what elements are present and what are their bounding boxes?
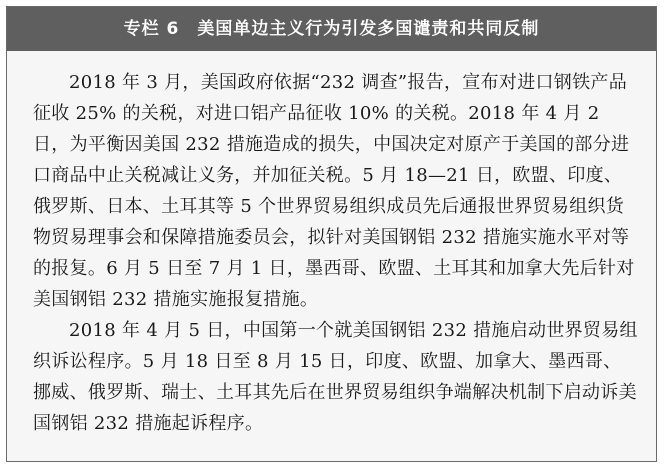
column-body [33, 67, 639, 439]
column-box [6, 6, 657, 462]
column-label: 专栏 6 [123, 19, 180, 39]
column-title: 美国单边主义行为引发多国谴责和共同反制 [197, 19, 540, 39]
paragraph-1: 2018 年 3 月，美国政府依据“232 调查”报告，宣布对进口钢铁产品征收 25% 的关税，对进口铝产品征收 10% 的关税。2018 年 4 月 2 日，为平衡因美国 232 措施造成的损失，中国决定对原产于美国的部分进口商品中止关税减让义务，并加征关税。5 月 18—21 日，欧盟、印度、俄罗斯、日本、土耳其等 5 个世界贸易组织成员先后通报世界贸易组织货物贸易理事会和保障措施委员会，拟针对美国钢铝 232 措施实施水平对等的报复。6 月 5 日至 7 月 1 日，墨西哥、欧盟、土耳其和加拿大先后针对美国钢铝 232 措施实施报复措施。 [33, 72, 635, 310]
paragraph-2: 2018 年 4 月 5 日，中国第一个就美国钢铝 232 措施启动世界贸易组织诉讼程序。5 月 18 日至 8 月 15 日，印度、欧盟、加拿大、墨西哥、挪威、俄罗斯、瑞士、土耳其先后在世界贸易组织争端解决机制下启动诉美国钢铝 232 措施起诉程序。 [33, 320, 638, 434]
column-header [7, 7, 656, 51]
